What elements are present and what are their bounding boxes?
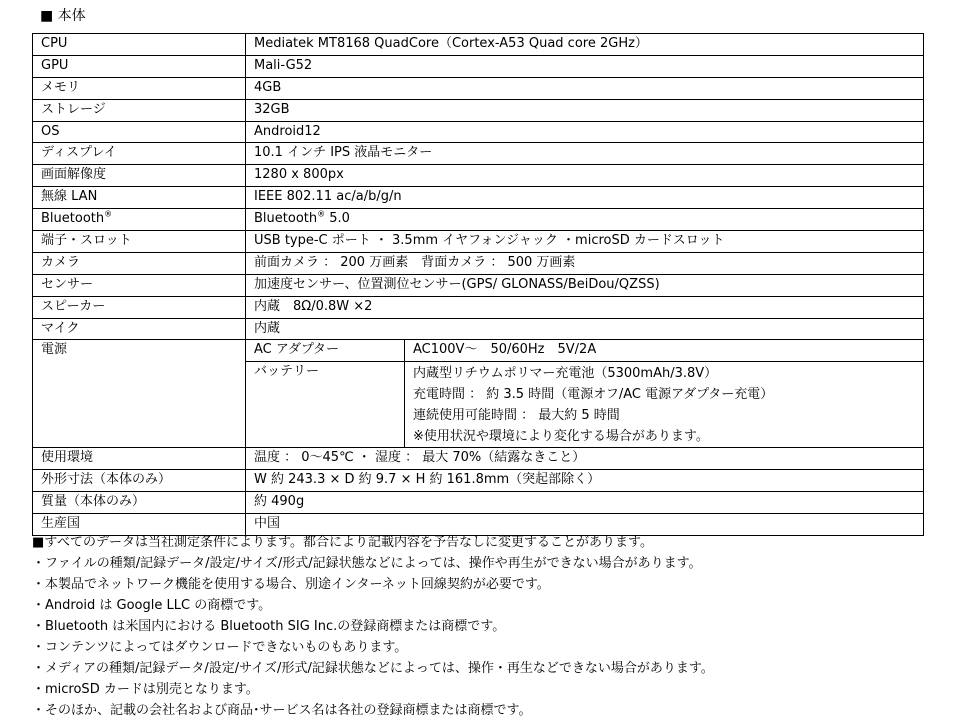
spec-label: 質量（本体のみ） [33, 492, 246, 514]
note-line: ・Android は Google LLC の商標です。 [32, 598, 272, 613]
bluetooth-version: 5.0 [325, 211, 350, 227]
spec-value: 中国 [246, 514, 924, 536]
notes-section [32, 532, 942, 721]
spec-value: IEEE 802.11 ac/a/b/g/n [246, 187, 924, 209]
spec-row-gpu [33, 55, 924, 77]
registered-mark: ® [104, 209, 113, 219]
note-line: ・microSD カードは別売となります。 [32, 682, 259, 697]
spec-row-storage [33, 99, 924, 121]
battery-line: 連続使用可能時間 ： 最大約 5 時間 [413, 408, 620, 424]
spec-value: 内蔵 [246, 318, 924, 340]
spec-label: 電源 [33, 340, 246, 448]
note-line: ・コンテンツによってはダウンロードできないものもあります。 [32, 640, 408, 655]
power-sub-label: バッテリー [246, 362, 405, 448]
bluetooth-label-text: Bluetooth [41, 211, 105, 227]
spec-row-dimensions [33, 470, 924, 492]
spec-row-weight [33, 492, 924, 514]
spec-label: 生産国 [33, 514, 246, 536]
spec-label: CPU [33, 34, 246, 56]
spec-label: メモリ [33, 77, 246, 99]
spec-label: スピーカー [33, 296, 246, 318]
spec-row-camera [33, 252, 924, 274]
spec-value: 温度 ： 0～45℃ ・ 湿度 ： 最大 70%（結露なきこと） [246, 448, 924, 470]
spec-row-os [33, 121, 924, 143]
spec-value: Mediatek MT8168 QuadCore（Cortex-A53 Quad core 2GHz） [246, 34, 924, 56]
spec-label: 無線 LAN [33, 187, 246, 209]
spec-label: センサー [33, 274, 246, 296]
spec-row-cpu [33, 34, 924, 56]
spec-row-ports [33, 231, 924, 253]
power-sub-label: AC アダプター [246, 340, 405, 362]
spec-label [33, 209, 246, 231]
spec-row-power-ac [33, 340, 924, 362]
battery-line: 充電時間 ： 約 3.5 時間（電源オフ/AC 電源アダプター充電） [413, 387, 774, 403]
spec-value: 32GB [246, 99, 924, 121]
spec-value: 4GB [246, 77, 924, 99]
spec-value [246, 209, 924, 231]
spec-row-memory [33, 77, 924, 99]
spec-label: マイク [33, 318, 246, 340]
spec-value: 加速度センサー、位置測位センサー(GPS/ GLONASS/BeiDou/QZSS) [246, 274, 924, 296]
spec-value: Android12 [246, 121, 924, 143]
spec-value: 10.1 インチ IPS 液晶モニター [246, 143, 924, 165]
spec-value: 前面カメラ ： 200 万画素 背面カメラ ： 500 万画素 [246, 252, 924, 274]
spec-table [32, 33, 924, 536]
spec-value: USB type-C ポート ・ 3.5mm イヤフォンジャック ・microSD カードスロット [246, 231, 924, 253]
spec-value: Mali-G52 [246, 55, 924, 77]
spec-label: 画面解像度 [33, 165, 246, 187]
spec-row-wlan [33, 187, 924, 209]
registered-mark: ® [317, 209, 326, 219]
spec-label: 端子・スロット [33, 231, 246, 253]
spec-value: 1280 x 800px [246, 165, 924, 187]
spec-row-resolution [33, 165, 924, 187]
spec-value: 内蔵 8Ω/0.8W ×2 [246, 296, 924, 318]
spec-label: OS [33, 121, 246, 143]
spec-label: カメラ [33, 252, 246, 274]
battery-line: 内蔵型リチウムポリマー充電池（5300mAh/3.8V） [413, 366, 718, 382]
spec-label: 外形寸法（本体のみ） [33, 470, 246, 492]
section-heading: ■ 本体 [40, 8, 86, 24]
battery-line: ※使用状況や環境により変化する場合があります。 [413, 429, 709, 445]
battery-details [405, 362, 924, 448]
spec-label: ディスプレイ [33, 143, 246, 165]
spec-value: W 約 243.3 × D 約 9.7 × H 約 161.8mm（突起部除く） [246, 470, 924, 492]
note-line: ■すべてのデータは当社測定条件によります。都合により記載内容を予告なしに変更することがあります。 [32, 535, 653, 550]
note-line: ・メディアの種類/記録データ/設定/サイズ/形式/記録状態などによっては、操作・再生などできない場合があります。 [32, 661, 714, 676]
bluetooth-value-text: Bluetooth [254, 211, 318, 227]
spec-label: ストレージ [33, 99, 246, 121]
spec-row-sensor [33, 274, 924, 296]
spec-label: 使用環境 [33, 448, 246, 470]
note-line: ・Bluetooth は米国内における Bluetooth SIG Inc.の登録商標または商標です。 [32, 619, 506, 634]
power-sub-value: AC100V～ 50/60Hz 5V/2A [405, 340, 924, 362]
spec-label: GPU [33, 55, 246, 77]
spec-row-display [33, 143, 924, 165]
note-line: ・本製品でネットワーク機能を使用する場合、別途インターネット回線契約が必要です。 [32, 577, 550, 592]
spec-row-environment [33, 448, 924, 470]
spec-value: 約 490g [246, 492, 924, 514]
spec-row-speaker [33, 296, 924, 318]
note-line: ・ファイルの種類/記録データ/設定/サイズ/形式/記録状態などによっては、操作や再生ができない場合があります。 [32, 556, 702, 571]
spec-row-mic [33, 318, 924, 340]
note-line: ・そのほか、記載の会社名および商品･サービス名は各社の登録商標または商標です。 [32, 703, 532, 718]
spec-row-bluetooth [33, 209, 924, 231]
